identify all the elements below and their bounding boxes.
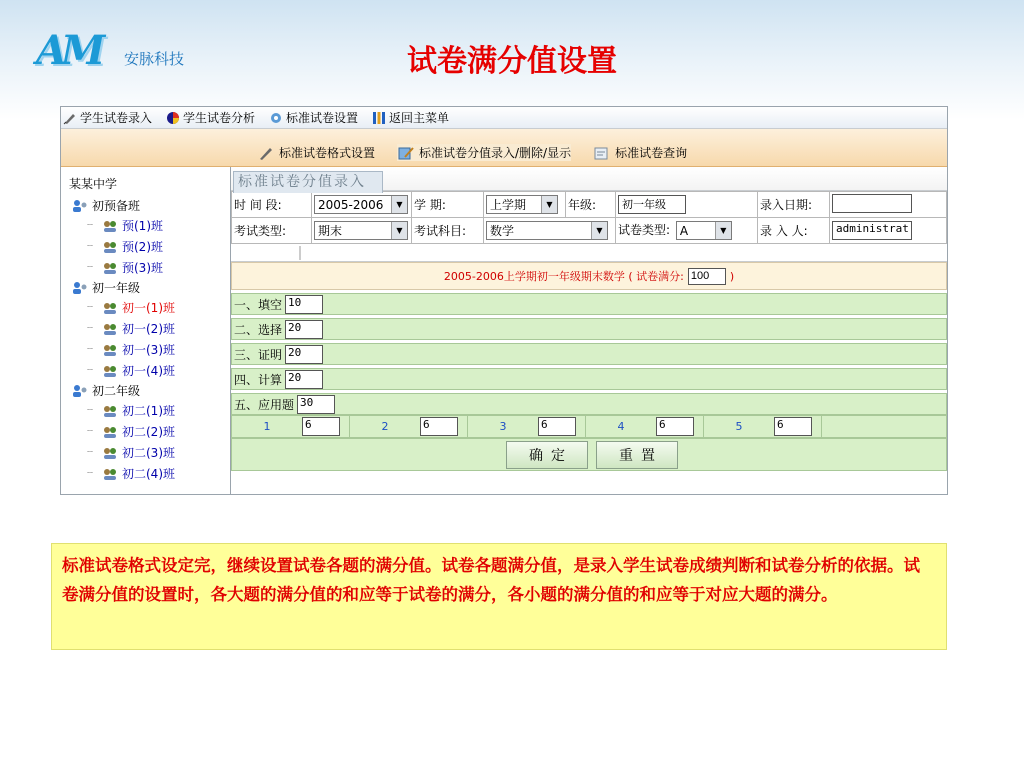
period-value: 2005-2006 (318, 197, 384, 212)
entry-date-field[interactable] (832, 194, 912, 213)
spacer-row (231, 244, 947, 262)
brand-name: 安脉科技 (124, 50, 185, 68)
reset-button[interactable]: 重置 (596, 441, 678, 469)
grade-label: 初一年级 (92, 281, 141, 295)
sub-score-entry[interactable] (397, 144, 571, 161)
sub-question-score-input[interactable]: 6 (420, 417, 458, 436)
menubar (61, 107, 947, 129)
question-label: 一、填空 (234, 297, 283, 312)
question-row (231, 318, 947, 340)
tree-class[interactable]: ┄ 初一(3)班 (87, 343, 175, 357)
header-form (231, 191, 947, 244)
sub-question-row (231, 415, 947, 438)
chevron-down-icon: ▼ (591, 222, 607, 239)
question-row (231, 393, 947, 415)
grade-label: 年级: (566, 192, 616, 218)
question-row (231, 343, 947, 365)
students-icon (101, 467, 119, 481)
tree-class[interactable]: ┄ 初二(1)班 (87, 404, 175, 418)
form-tab (231, 167, 947, 191)
slide-title: 试卷满分值设置 (407, 44, 617, 79)
grade-label: 初二年级 (92, 384, 141, 398)
class-label: 预(3)班 (122, 261, 163, 275)
main-panel (231, 167, 947, 494)
period-label: 时 间 段: (232, 192, 312, 218)
grade-label: 初预备班 (92, 199, 141, 213)
sub-label: 标准试卷格式设置 (279, 146, 376, 160)
pen-icon (257, 145, 275, 161)
pie-chart-icon (166, 111, 180, 125)
group-icon (71, 281, 89, 295)
sub-question-number: 2 (381, 420, 389, 433)
sub-question-score-input[interactable]: 6 (302, 417, 340, 436)
question-label: 五、应用题 (234, 397, 295, 412)
tree-class-selected[interactable]: ┄ 初一(1)班 (87, 301, 175, 315)
students-icon (101, 301, 119, 315)
question-score-input[interactable]: 20 (285, 345, 323, 364)
logo-mark: AM (36, 27, 100, 74)
sub-question-number: 3 (499, 420, 507, 433)
period-select[interactable] (314, 195, 408, 214)
confirm-button[interactable]: 确定 (506, 441, 588, 469)
menu-label: 学生试卷录入 (80, 111, 153, 125)
question-score-input[interactable]: 20 (285, 370, 323, 389)
students-icon (101, 404, 119, 418)
semester-value: 上学期 (490, 198, 527, 212)
question-score-input[interactable]: 10 (285, 295, 323, 314)
question-label: 二、选择 (234, 322, 283, 337)
tree-grade-1[interactable] (69, 278, 230, 297)
menu-return-main[interactable] (372, 109, 449, 126)
tree-class[interactable]: ┄ 初二(3)班 (87, 446, 175, 460)
summary-text: 2005-2006上学期初一年级期末数学 ( 试卷满分: (443, 270, 684, 283)
full-score-input[interactable] (688, 268, 726, 285)
tree-class[interactable]: ┄ 初二(2)班 (87, 425, 175, 439)
subject-label: 考试科目: (412, 218, 484, 244)
exam-type-select[interactable] (314, 221, 408, 240)
entered-by-label: 录 入 人: (758, 218, 830, 244)
menu-standard-settings[interactable] (269, 109, 358, 126)
entry-date-label: 录入日期: (758, 192, 830, 218)
students-icon (101, 261, 119, 275)
class-label: 初一(4)班 (122, 364, 175, 378)
tree-class[interactable]: ┄ 预(2)班 (87, 240, 163, 254)
class-label: 初二(1)班 (122, 404, 175, 418)
entered-by-field[interactable]: administrat (832, 221, 912, 240)
class-label: 初一(1)班 (122, 301, 175, 315)
sub-question-number: 1 (263, 420, 271, 433)
settings-icon (269, 111, 283, 125)
summary-bar (231, 262, 947, 290)
subbar (61, 129, 947, 167)
tree-class[interactable]: ┄ 预(1)班 (87, 219, 163, 233)
exam-type-value: 期末 (318, 224, 343, 238)
school-tree (61, 167, 231, 494)
question-row (231, 293, 947, 315)
class-label: 预(1)班 (122, 219, 163, 233)
class-label: 初二(3)班 (122, 446, 175, 460)
class-label: 初二(4)班 (122, 467, 175, 481)
menu-student-entry[interactable] (63, 109, 152, 126)
menu-student-analysis[interactable] (166, 109, 255, 126)
sub-query[interactable] (593, 144, 687, 161)
sub-question-number: 4 (617, 420, 625, 433)
sub-question-score-input[interactable]: 6 (538, 417, 576, 436)
class-label: 初一(2)班 (122, 322, 175, 336)
sub-label: 标准试卷分值录入/删除/显示 (419, 146, 572, 160)
chevron-down-icon: ▼ (391, 222, 407, 239)
students-icon (101, 219, 119, 233)
students-icon (101, 240, 119, 254)
explanation-note: 标准试卷格式设定完，继续设置试卷各题的满分值。试卷各题满分值，是录入学生试卷成绩判断和试卷分析的依据。试卷满分值的设置时，各大题的满分值的和应等于试卷的满分，各小题的满分值的和应等于对应大题的满分。 (51, 543, 947, 650)
class-label: 初一(3)班 (122, 343, 175, 357)
query-icon (593, 145, 611, 161)
chevron-down-icon: ▼ (391, 196, 407, 213)
button-row (231, 438, 947, 471)
tree-grade-2[interactable] (69, 381, 230, 400)
tree-class[interactable]: ┄ 初一(2)班 (87, 322, 175, 336)
students-icon (101, 425, 119, 439)
class-label: 初二(2)班 (122, 425, 175, 439)
tree-class[interactable]: ┄ 预(3)班 (87, 261, 163, 275)
menu-label: 学生试卷分析 (183, 111, 256, 125)
tree-grade-prep[interactable] (69, 196, 230, 215)
subject-value: 数学 (490, 224, 515, 238)
sub-question-score-input[interactable]: 6 (656, 417, 694, 436)
chevron-down-icon: ▼ (715, 222, 731, 239)
students-icon (101, 343, 119, 357)
students-icon (101, 446, 119, 460)
form-tab-title[interactable]: 标准试卷分值录入 (233, 171, 383, 193)
tree-school[interactable]: 某某中学 (69, 177, 118, 191)
sub-format-settings[interactable] (257, 144, 375, 161)
sub-question-score-input[interactable]: 6 (774, 417, 812, 436)
question-label: 三、证明 (234, 347, 283, 362)
grade-field[interactable]: 初一年级 (618, 195, 686, 214)
question-row (231, 368, 947, 390)
question-score-input[interactable]: 20 (285, 320, 323, 339)
menu-label: 标准试卷设置 (286, 111, 359, 125)
tree-class[interactable]: ┄ 初二(4)班 (87, 467, 175, 481)
sub-label: 标准试卷查询 (615, 146, 688, 160)
summary-close: ) (729, 269, 735, 283)
question-score-input[interactable]: 30 (297, 395, 335, 414)
chevron-down-icon: ▼ (541, 196, 557, 213)
students-icon (101, 322, 119, 336)
class-label: 预(2)班 (122, 240, 163, 254)
app-window (60, 106, 948, 495)
group-icon (71, 384, 89, 398)
paper-type-select[interactable] (676, 221, 732, 240)
tree-class[interactable]: ┄ 初一(4)班 (87, 364, 175, 378)
semester-label: 学 期: (412, 192, 484, 218)
semester-select[interactable] (486, 195, 558, 214)
paper-type-value: A (679, 223, 689, 238)
edit-icon (397, 145, 415, 161)
subject-select[interactable] (486, 221, 608, 240)
grid-icon (372, 111, 386, 125)
group-icon (71, 199, 89, 213)
paper-type-label: 试卷类型: (618, 223, 671, 237)
students-icon (101, 364, 119, 378)
exam-type-label: 考试类型: (232, 218, 312, 244)
menu-label: 返回主菜单 (389, 111, 450, 125)
sub-question-number: 5 (735, 420, 743, 433)
question-label: 四、计算 (234, 372, 283, 387)
pen-icon (63, 111, 77, 125)
